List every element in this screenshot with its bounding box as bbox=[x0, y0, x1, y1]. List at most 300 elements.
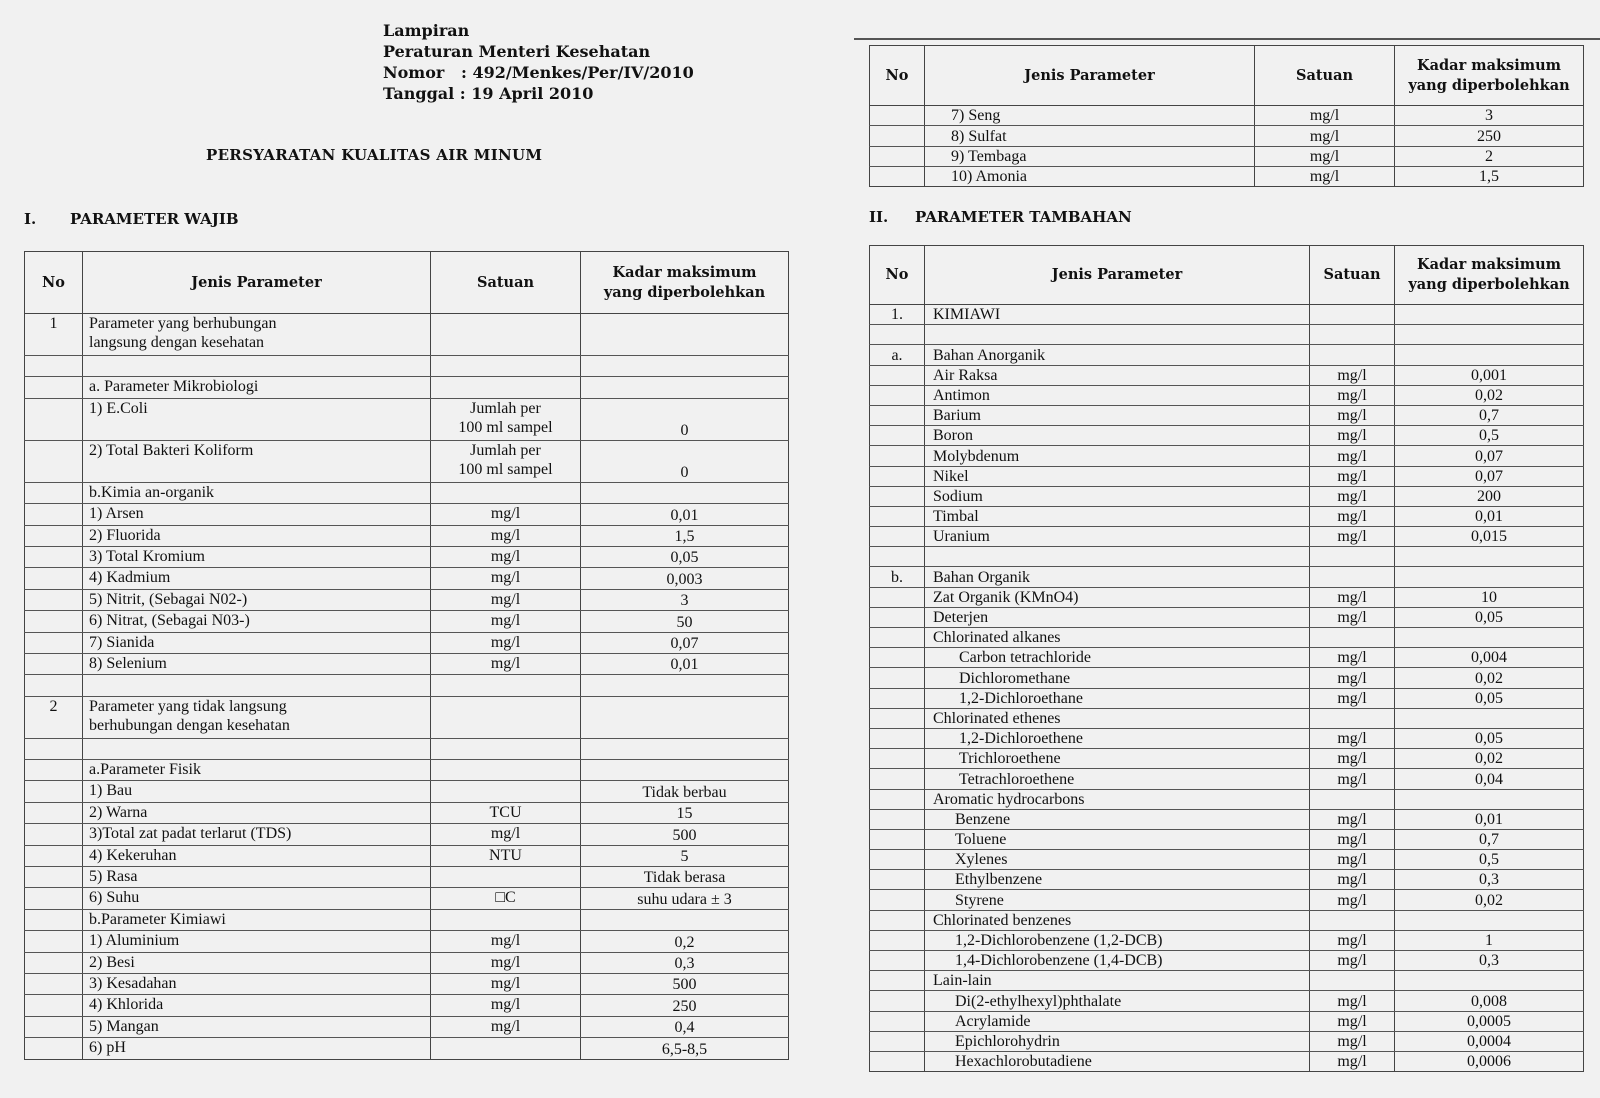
unit bbox=[431, 781, 581, 802]
row-number bbox=[25, 589, 83, 610]
table-row bbox=[870, 527, 1584, 547]
parameter-name bbox=[83, 568, 431, 589]
parameter-line: b.Parameter Kimiawi bbox=[89, 910, 226, 928]
row-number bbox=[870, 1051, 925, 1071]
row-number bbox=[25, 632, 83, 653]
parameter-wajib-continued-table bbox=[869, 45, 1584, 187]
unit bbox=[431, 356, 581, 377]
max-value bbox=[1395, 325, 1584, 345]
parameter-name bbox=[83, 952, 431, 973]
parameter-name bbox=[83, 909, 431, 930]
row-number bbox=[870, 325, 925, 345]
unit: mg/l bbox=[1310, 1011, 1395, 1031]
parameter-line bbox=[89, 418, 424, 437]
table-row bbox=[870, 930, 1584, 950]
table-row bbox=[25, 482, 789, 503]
max-value: 0,01 bbox=[1395, 809, 1584, 829]
unit: mg/l bbox=[1310, 466, 1395, 486]
row-number bbox=[870, 587, 925, 607]
col-max-line1: Kadar maksimum bbox=[1417, 256, 1561, 273]
table-row bbox=[25, 824, 789, 845]
parameter-name: Uranium bbox=[925, 527, 1310, 547]
col-max bbox=[1395, 46, 1584, 106]
max-value: 0,7 bbox=[1395, 829, 1584, 849]
max-value: 0,02 bbox=[1395, 890, 1584, 910]
table-row bbox=[870, 769, 1584, 789]
unit: mg/l bbox=[1310, 587, 1395, 607]
unit bbox=[431, 611, 581, 632]
parameter-line: 6) pH bbox=[89, 1039, 126, 1057]
unit: mg/l bbox=[1310, 850, 1395, 870]
table-row bbox=[870, 1011, 1584, 1031]
parameter-name: Zat Organik (KMnO4) bbox=[925, 587, 1310, 607]
max-value: 0,05 bbox=[1395, 688, 1584, 708]
table-row bbox=[25, 314, 789, 356]
row-number bbox=[870, 708, 925, 728]
row-number bbox=[870, 1011, 925, 1031]
table-row bbox=[870, 648, 1584, 668]
col-max-line2: yang diperbolehkan bbox=[1408, 76, 1570, 94]
unit: mg/l bbox=[1310, 769, 1395, 789]
max-value bbox=[581, 675, 789, 696]
table-row bbox=[870, 749, 1584, 769]
unit bbox=[1310, 547, 1395, 567]
parameter-name: Styrene bbox=[925, 890, 1310, 910]
parameter-name: Bahan Organik bbox=[925, 567, 1310, 587]
parameter-name bbox=[83, 589, 431, 610]
max-value: 0,004 bbox=[1395, 648, 1584, 668]
row-number bbox=[870, 870, 925, 890]
max-value bbox=[1395, 547, 1584, 567]
max-value: 0,0006 bbox=[1395, 1051, 1584, 1071]
table-row bbox=[870, 1051, 1584, 1071]
max-value bbox=[581, 760, 789, 781]
unit bbox=[431, 675, 581, 696]
max-value bbox=[1395, 910, 1584, 930]
parameter-name bbox=[83, 314, 431, 356]
unit bbox=[431, 888, 581, 909]
unit bbox=[431, 504, 581, 525]
unit-line: mg/l bbox=[490, 932, 521, 950]
parameter-line: 4) Kadmium bbox=[89, 569, 171, 587]
row-number bbox=[870, 1031, 925, 1051]
row-number bbox=[870, 405, 925, 425]
table-row bbox=[25, 1016, 789, 1037]
col-unit: Satuan bbox=[1310, 246, 1395, 305]
parameter-name bbox=[83, 1016, 431, 1037]
col-max bbox=[1395, 246, 1584, 305]
table-row bbox=[870, 971, 1584, 991]
row-number bbox=[870, 789, 925, 809]
table-row bbox=[870, 829, 1584, 849]
parameter-name bbox=[83, 738, 431, 759]
table-row bbox=[25, 995, 789, 1016]
parameter-name bbox=[83, 525, 431, 546]
max-value bbox=[581, 356, 789, 377]
unit-line: mg/l bbox=[490, 825, 521, 843]
unit bbox=[431, 995, 581, 1016]
unit bbox=[431, 973, 581, 994]
document-header bbox=[383, 20, 694, 104]
unit-line: mg/l bbox=[490, 996, 521, 1014]
parameter-name: Acrylamide bbox=[925, 1011, 1310, 1031]
parameter-name: Benzene bbox=[925, 809, 1310, 829]
table-row bbox=[870, 951, 1584, 971]
parameter-wajib-table bbox=[24, 251, 789, 1060]
table-row bbox=[25, 611, 789, 632]
row-number bbox=[870, 166, 925, 186]
unit bbox=[431, 952, 581, 973]
unit bbox=[431, 398, 581, 440]
unit: mg/l bbox=[1255, 166, 1395, 186]
table-header-row bbox=[870, 46, 1584, 106]
max-value: 0,01 bbox=[581, 504, 789, 525]
parameter-name: Trichloroethene bbox=[925, 749, 1310, 769]
unit bbox=[431, 802, 581, 823]
col-max-line1: Kadar maksimum bbox=[612, 263, 757, 281]
max-value bbox=[1395, 789, 1584, 809]
parameter-line: langsung dengan kesehatan bbox=[89, 334, 265, 351]
row-number bbox=[25, 377, 83, 398]
table-row bbox=[25, 675, 789, 696]
unit-line: mg/l bbox=[490, 590, 521, 608]
row-number bbox=[25, 760, 83, 781]
row-number bbox=[870, 527, 925, 547]
parameter-name: Epichlorohydrin bbox=[925, 1031, 1310, 1051]
parameter-line: 2) Total Bakteri Koliform bbox=[89, 441, 254, 459]
header-number: Nomor : 492/Menkes/Per/IV/2010 bbox=[383, 63, 694, 82]
table-row bbox=[870, 587, 1584, 607]
table-row bbox=[25, 525, 789, 546]
table-row bbox=[25, 696, 789, 738]
table-row bbox=[25, 845, 789, 866]
unit-line: mg/l bbox=[490, 633, 521, 651]
section-number: II. bbox=[869, 208, 889, 226]
max-value: 250 bbox=[1395, 126, 1584, 146]
max-value: 0,05 bbox=[581, 546, 789, 567]
row-number bbox=[870, 648, 925, 668]
max-value bbox=[581, 738, 789, 759]
table-header-row bbox=[870, 246, 1584, 305]
row-number bbox=[25, 653, 83, 674]
table-row bbox=[25, 888, 789, 909]
unit-line: 100 ml sampel bbox=[458, 418, 553, 436]
parameter-line: 6) Nitrat, (Sebagai N03-) bbox=[89, 612, 250, 630]
col-param: Jenis Parameter bbox=[925, 46, 1255, 106]
max-value bbox=[581, 696, 789, 738]
col-no: No bbox=[25, 252, 83, 314]
row-number bbox=[870, 850, 925, 870]
max-value: 10 bbox=[1395, 587, 1584, 607]
row-number bbox=[870, 146, 925, 166]
parameter-name: Air Raksa bbox=[925, 365, 1310, 385]
parameter-name: 1,2-Dichloroethene bbox=[925, 728, 1310, 748]
parameter-name bbox=[925, 547, 1310, 567]
table-row bbox=[870, 910, 1584, 930]
table-row bbox=[870, 728, 1584, 748]
row-number bbox=[870, 809, 925, 829]
unit bbox=[431, 824, 581, 845]
table-row bbox=[870, 668, 1584, 688]
max-value: 5 bbox=[581, 845, 789, 866]
max-value: 0,01 bbox=[581, 653, 789, 674]
unit-line: TCU bbox=[489, 803, 522, 821]
max-value: 250 bbox=[581, 995, 789, 1016]
parameter-line: Parameter yang berhubungan bbox=[89, 315, 277, 332]
unit bbox=[431, 696, 581, 738]
row-number: b. bbox=[870, 567, 925, 587]
max-value: suhu udara ± 3 bbox=[581, 888, 789, 909]
unit: mg/l bbox=[1310, 951, 1395, 971]
unit-line: 100 ml sampel bbox=[458, 460, 553, 478]
parameter-name bbox=[83, 377, 431, 398]
parameter-line: 6) Suhu bbox=[89, 889, 140, 907]
parameter-line: 2) Fluorida bbox=[89, 526, 161, 544]
parameter-name: KIMIAWI bbox=[925, 305, 1310, 325]
parameter-name bbox=[83, 632, 431, 653]
unit bbox=[431, 568, 581, 589]
table-row bbox=[870, 126, 1584, 146]
unit bbox=[431, 931, 581, 952]
row-number bbox=[25, 909, 83, 930]
max-value: 0,5 bbox=[1395, 426, 1584, 446]
table-row bbox=[870, 365, 1584, 385]
parameter-name: Di(2-ethylhexyl)phthalate bbox=[925, 991, 1310, 1011]
max-value bbox=[581, 377, 789, 398]
table-row bbox=[870, 991, 1584, 1011]
max-value bbox=[1395, 708, 1584, 728]
header-regulation: Peraturan Menteri Kesehatan bbox=[383, 42, 651, 61]
unit bbox=[1310, 971, 1395, 991]
unit bbox=[1310, 789, 1395, 809]
parameter-name bbox=[83, 696, 431, 738]
row-number bbox=[870, 385, 925, 405]
row-number bbox=[870, 668, 925, 688]
parameter-name bbox=[83, 973, 431, 994]
unit bbox=[431, 589, 581, 610]
row-number bbox=[870, 769, 925, 789]
unit: mg/l bbox=[1255, 106, 1395, 126]
table-row bbox=[25, 398, 789, 440]
max-value: 0,5 bbox=[1395, 850, 1584, 870]
unit: mg/l bbox=[1310, 486, 1395, 506]
max-value: 0,07 bbox=[581, 632, 789, 653]
col-max-line2: yang diperbolehkan bbox=[1408, 276, 1570, 293]
unit bbox=[431, 653, 581, 674]
unit bbox=[431, 546, 581, 567]
unit: mg/l bbox=[1310, 688, 1395, 708]
table-row bbox=[870, 305, 1584, 325]
parameter-line: b.Kimia an-organik bbox=[89, 483, 215, 501]
max-value bbox=[1395, 628, 1584, 648]
table-row bbox=[870, 1031, 1584, 1051]
parameter-name bbox=[83, 867, 431, 888]
row-number: 1 bbox=[25, 314, 83, 356]
unit bbox=[431, 738, 581, 759]
row-number bbox=[25, 824, 83, 845]
max-value: 0,003 bbox=[581, 568, 789, 589]
max-value: 0,015 bbox=[1395, 527, 1584, 547]
parameter-name: Toluene bbox=[925, 829, 1310, 849]
table-row bbox=[870, 405, 1584, 425]
unit: mg/l bbox=[1310, 668, 1395, 688]
row-number bbox=[870, 951, 925, 971]
parameter-name: Timbal bbox=[925, 506, 1310, 526]
table-row bbox=[870, 426, 1584, 446]
parameter-name bbox=[83, 611, 431, 632]
max-value: 0,05 bbox=[1395, 607, 1584, 627]
unit bbox=[431, 867, 581, 888]
max-value: 1 bbox=[1395, 930, 1584, 950]
parameter-name bbox=[83, 398, 431, 440]
unit-line bbox=[437, 781, 574, 800]
unit-line: mg/l bbox=[490, 505, 521, 523]
parameter-line: 3) Total Kromium bbox=[89, 547, 205, 565]
table-row bbox=[870, 486, 1584, 506]
table-row bbox=[25, 909, 789, 930]
row-number: 2 bbox=[25, 696, 83, 738]
header-date: Tanggal : 19 April 2010 bbox=[383, 84, 594, 103]
table-row bbox=[870, 446, 1584, 466]
unit bbox=[1310, 305, 1395, 325]
parameter-name: Nikel bbox=[925, 466, 1310, 486]
parameter-name bbox=[83, 845, 431, 866]
table-row bbox=[25, 632, 789, 653]
table-row bbox=[870, 708, 1584, 728]
unit-line bbox=[437, 867, 574, 886]
col-unit: Satuan bbox=[431, 252, 581, 314]
max-value: 1,5 bbox=[581, 525, 789, 546]
parameter-line: 8) Selenium bbox=[89, 654, 167, 672]
parameter-line: 4) Kekeruhan bbox=[89, 846, 177, 864]
parameter-name: 1,4-Dichlorobenzene (1,4-DCB) bbox=[925, 951, 1310, 971]
row-number bbox=[25, 888, 83, 909]
parameter-name bbox=[83, 1038, 431, 1059]
parameter-line bbox=[89, 739, 424, 758]
table-row bbox=[870, 106, 1584, 126]
max-value: 0,05 bbox=[1395, 728, 1584, 748]
parameter-name bbox=[83, 760, 431, 781]
col-unit: Satuan bbox=[1255, 46, 1395, 106]
unit: mg/l bbox=[1310, 405, 1395, 425]
unit: mg/l bbox=[1310, 749, 1395, 769]
parameter-line: 3)Total zat padat terlarut (TDS) bbox=[89, 825, 292, 843]
table-row bbox=[25, 504, 789, 525]
row-number bbox=[25, 867, 83, 888]
max-value: Tidak berbau bbox=[581, 781, 789, 802]
parameter-line: 3) Kesadahan bbox=[89, 974, 177, 992]
top-rule bbox=[854, 38, 1600, 40]
row-number bbox=[870, 466, 925, 486]
parameter-line: a. Parameter Mikrobiologi bbox=[89, 378, 259, 396]
parameter-line: berhubungan dengan kesehatan bbox=[89, 716, 290, 734]
parameter-name: 7) Seng bbox=[925, 106, 1255, 126]
table-row bbox=[870, 146, 1584, 166]
unit: mg/l bbox=[1310, 446, 1395, 466]
max-value: 0,4 bbox=[581, 1016, 789, 1037]
table-row bbox=[25, 952, 789, 973]
parameter-name: Dichloromethane bbox=[925, 668, 1310, 688]
row-number bbox=[25, 440, 83, 482]
max-value: 0,0005 bbox=[1395, 1011, 1584, 1031]
row-number bbox=[25, 1016, 83, 1037]
unit bbox=[431, 760, 581, 781]
row-number bbox=[870, 910, 925, 930]
max-value: 0,02 bbox=[1395, 668, 1584, 688]
section-label: PARAMETER WAJIB bbox=[70, 210, 239, 228]
max-value: 50 bbox=[581, 611, 789, 632]
parameter-name bbox=[83, 802, 431, 823]
table-row bbox=[25, 802, 789, 823]
table-row bbox=[870, 547, 1584, 567]
parameter-name: Molybdenum bbox=[925, 446, 1310, 466]
table-row bbox=[870, 345, 1584, 365]
row-number bbox=[25, 675, 83, 696]
row-number bbox=[870, 365, 925, 385]
max-value: 0,3 bbox=[581, 952, 789, 973]
parameter-name: Xylenes bbox=[925, 850, 1310, 870]
row-number bbox=[870, 486, 925, 506]
unit bbox=[431, 1016, 581, 1037]
parameter-name: Deterjen bbox=[925, 607, 1310, 627]
max-value: 500 bbox=[581, 973, 789, 994]
table-row bbox=[25, 377, 789, 398]
unit bbox=[431, 314, 581, 356]
row-number bbox=[25, 525, 83, 546]
table-row bbox=[25, 781, 789, 802]
unit: mg/l bbox=[1255, 146, 1395, 166]
row-number bbox=[25, 611, 83, 632]
max-value: 2 bbox=[1395, 146, 1584, 166]
parameter-name: Chlorinated ethenes bbox=[925, 708, 1310, 728]
parameter-name: Sodium bbox=[925, 486, 1310, 506]
table-row bbox=[25, 760, 789, 781]
parameter-line: 4) Khlorida bbox=[89, 996, 164, 1014]
max-value: Tidak berasa bbox=[581, 867, 789, 888]
unit bbox=[1310, 345, 1395, 365]
unit: mg/l bbox=[1310, 809, 1395, 829]
parameter-name bbox=[83, 653, 431, 674]
unit: mg/l bbox=[1310, 930, 1395, 950]
parameter-name: Chlorinated benzenes bbox=[925, 910, 1310, 930]
unit bbox=[1310, 708, 1395, 728]
row-number bbox=[25, 973, 83, 994]
parameter-line: Parameter yang tidak langsung bbox=[89, 697, 287, 715]
row-number bbox=[25, 568, 83, 589]
table-row bbox=[25, 546, 789, 567]
parameter-line: a.Parameter Fisik bbox=[89, 761, 201, 779]
parameter-name: Antimon bbox=[925, 385, 1310, 405]
max-value: 0,02 bbox=[1395, 749, 1584, 769]
parameter-name: 10) Amonia bbox=[925, 166, 1255, 186]
parameter-name: Lain-lain bbox=[925, 971, 1310, 991]
table-row bbox=[870, 890, 1584, 910]
row-number bbox=[870, 971, 925, 991]
parameter-name: Barium bbox=[925, 405, 1310, 425]
table-row bbox=[25, 440, 789, 482]
row-number bbox=[870, 991, 925, 1011]
parameter-name: Ethylbenzene bbox=[925, 870, 1310, 890]
max-value: 0,7 bbox=[1395, 405, 1584, 425]
col-no: No bbox=[870, 246, 925, 305]
parameter-line: 7) Sianida bbox=[89, 633, 155, 651]
parameter-name bbox=[83, 781, 431, 802]
table-row bbox=[25, 589, 789, 610]
parameter-line: 1) Arsen bbox=[89, 505, 144, 523]
unit-line: □C bbox=[495, 889, 516, 907]
unit: mg/l bbox=[1310, 607, 1395, 627]
row-number bbox=[870, 106, 925, 126]
